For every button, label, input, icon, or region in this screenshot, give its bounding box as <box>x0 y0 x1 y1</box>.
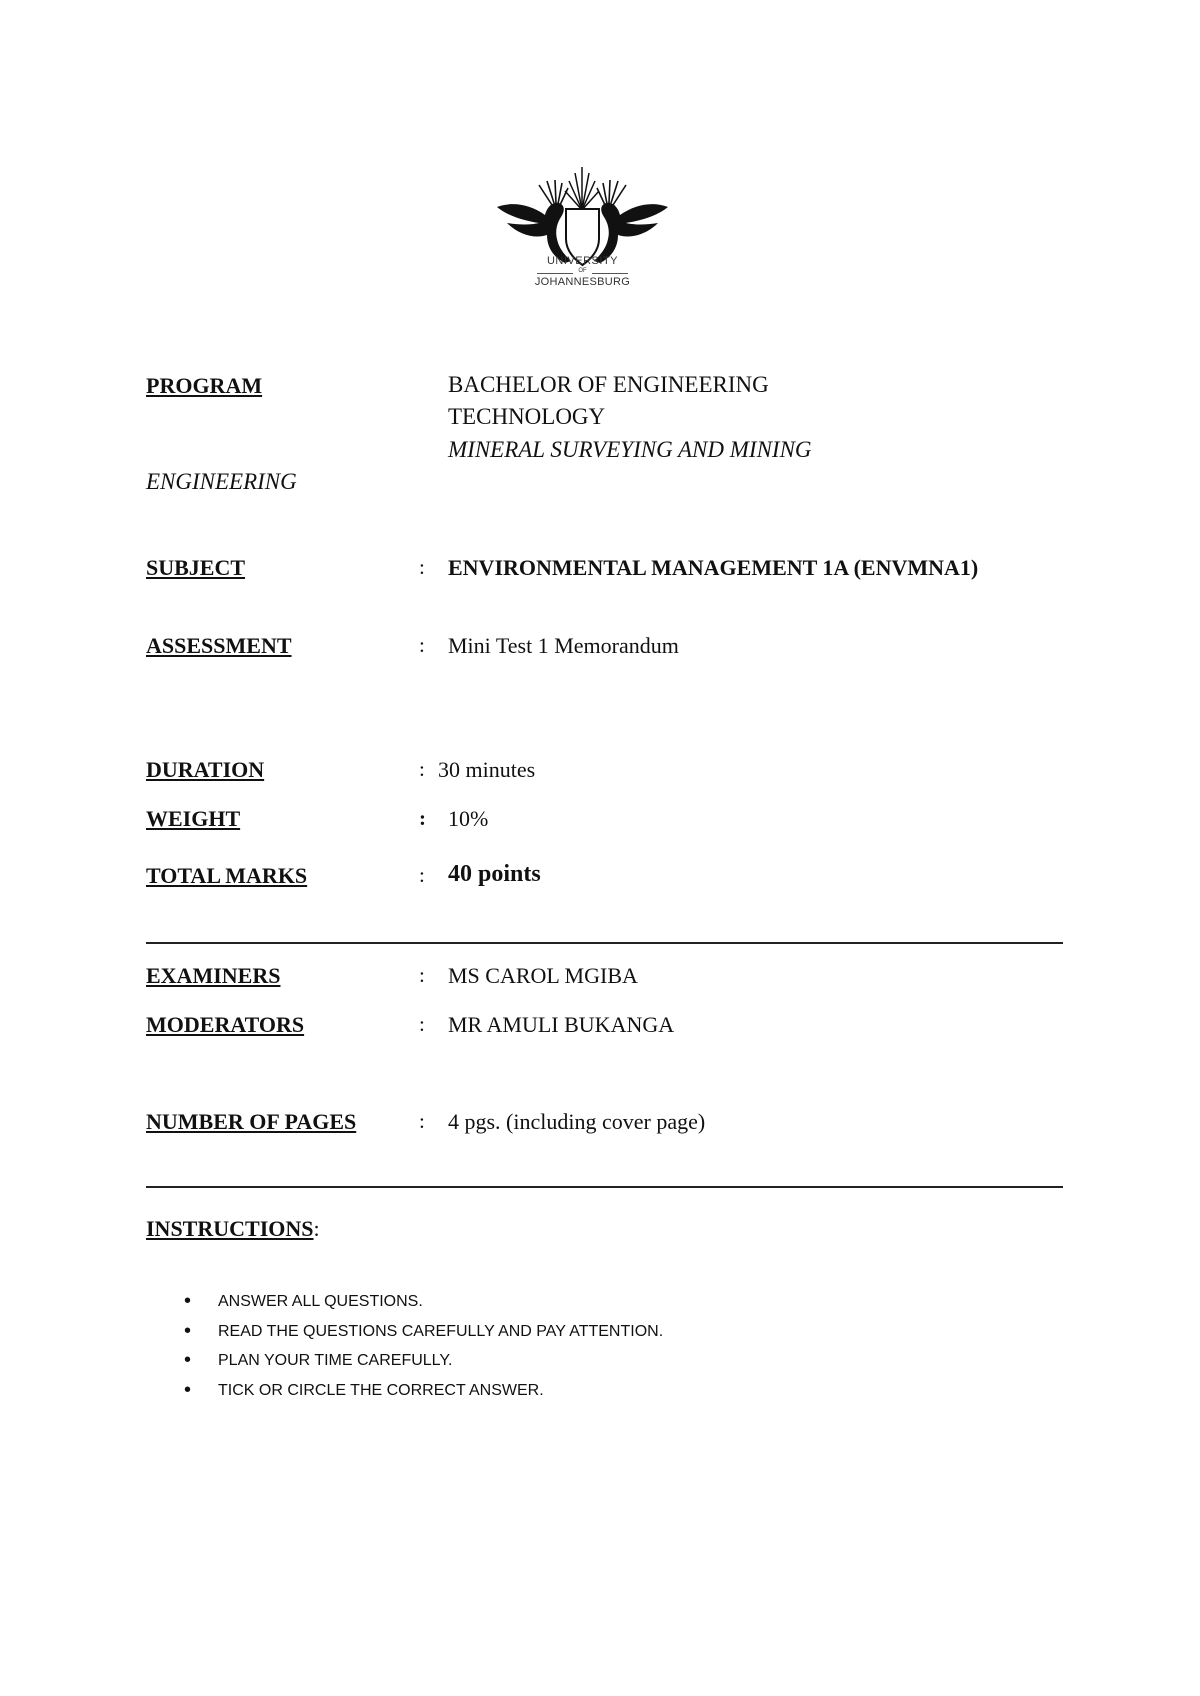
total-marks-colon: : <box>419 863 425 887</box>
instruction-item: • TICK OR CIRCLE THE CORRECT ANSWER. <box>184 1381 663 1411</box>
program-value-line2: TECHNOLOGY <box>448 404 606 429</box>
examiners-value: MS CAROL MGIBA <box>448 963 638 988</box>
program-value-line1: BACHELOR OF ENGINEERING <box>448 372 769 397</box>
assessment-colon: : <box>419 633 425 657</box>
weight-value: 10% <box>448 806 489 831</box>
instructions-heading-text: INSTRUCTIONS <box>146 1216 314 1241</box>
duration-value: 30 minutes <box>438 757 536 782</box>
duration-label: DURATION <box>146 757 265 782</box>
total-marks-value: 40 points <box>448 861 541 887</box>
program-value-line3: MINERAL SURVEYING AND MINING <box>448 437 812 462</box>
logo-johannesburg-text: JOHANNESBURG <box>534 276 631 288</box>
section-divider <box>146 942 1063 944</box>
number-of-pages-value: 4 pgs. (including cover page) <box>448 1109 706 1134</box>
examiners-label: EXAMINERS <box>146 963 281 988</box>
section-divider <box>146 1186 1063 1188</box>
subject-colon: : <box>419 555 425 579</box>
number-of-pages-colon: : <box>419 1109 425 1133</box>
number-of-pages-label: NUMBER OF PAGES <box>146 1109 357 1134</box>
assessment-label: ASSESSMENT <box>146 633 292 658</box>
subject-value: ENVIRONMENTAL MANAGEMENT 1A (ENVMNA1) <box>448 555 979 580</box>
instruction-item: • READ THE QUESTIONS CAREFULLY AND PAY ATTENTION. <box>184 1322 663 1352</box>
logo-divider <box>592 273 628 274</box>
weight-label: WEIGHT <box>146 806 241 831</box>
instruction-item: • PLAN YOUR TIME CAREFULLY. <box>184 1351 663 1381</box>
program-label: PROGRAM <box>146 373 263 398</box>
logo-of-text: OF <box>578 268 587 274</box>
duration-colon: : <box>419 757 425 781</box>
instructions-list <box>184 1292 663 1410</box>
moderators-label: MODERATORS <box>146 1012 305 1037</box>
total-marks-label: TOTAL MARKS <box>146 863 308 888</box>
examiners-colon: : <box>419 963 425 987</box>
instructions-heading-colon: : <box>313 1216 320 1241</box>
instruction-item: • ANSWER ALL QUESTIONS. <box>184 1292 663 1322</box>
moderators-colon: : <box>419 1012 425 1036</box>
subject-label: SUBJECT <box>146 555 246 580</box>
assessment-value: Mini Test 1 Memorandum <box>448 633 679 658</box>
instructions-heading <box>146 1216 320 1242</box>
moderators-value: MR AMULI BUKANGA <box>448 1012 675 1037</box>
program-value-line4: ENGINEERING <box>146 469 297 494</box>
logo-university-text: UNIVERSITY <box>546 255 618 267</box>
weight-colon: : <box>419 806 426 830</box>
